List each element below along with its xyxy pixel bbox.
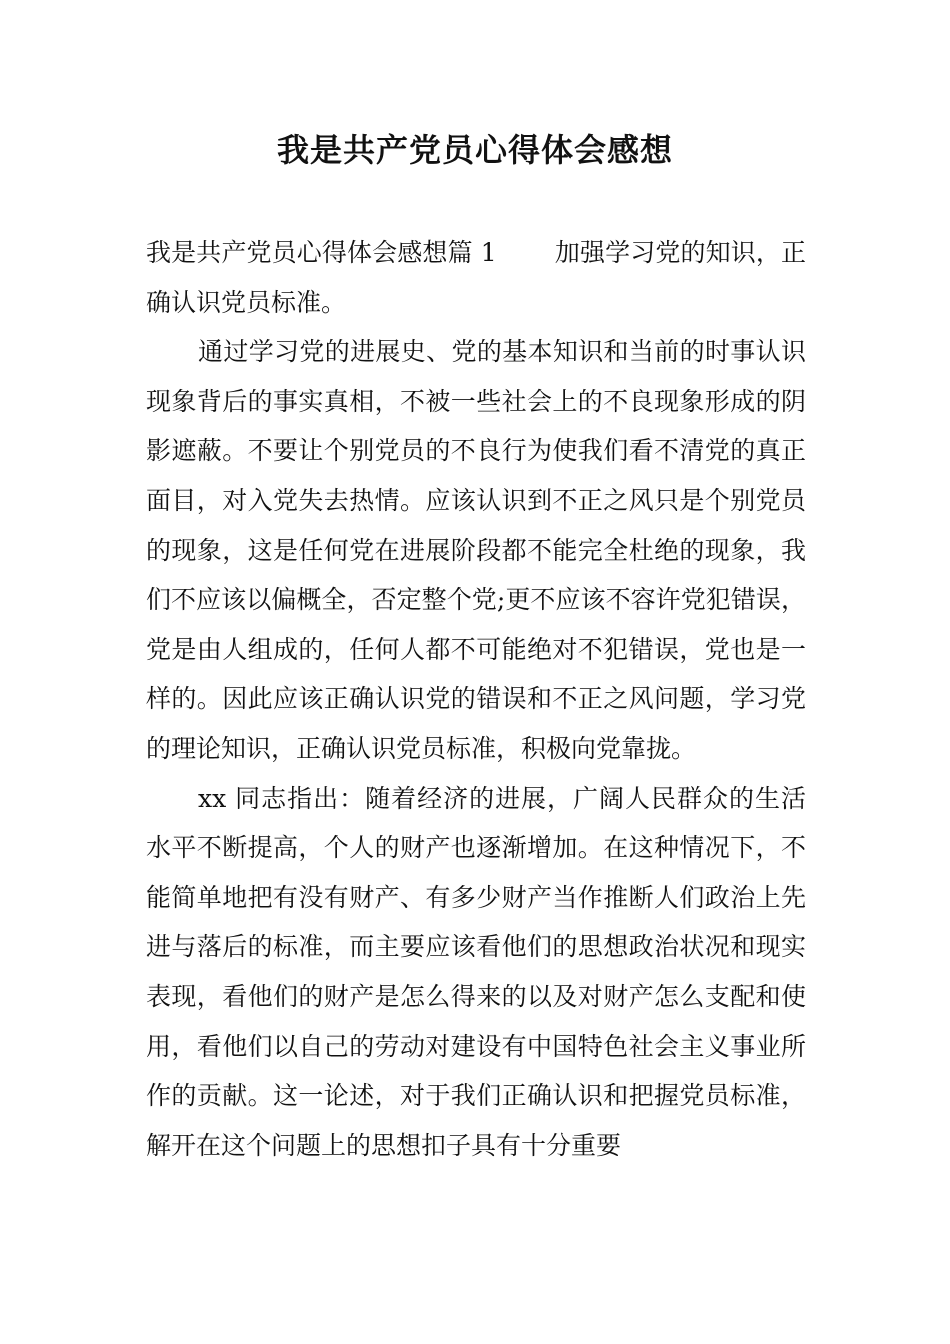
paragraph-1: 通过学习党的进展史、党的基本知识和当前的时事认识现象背后的事实真相，不被一些社会上的不良现象形成的阴影遮蔽。不要让个别党员的不良行为使我们看不清党的真正面目，对入党失去热情。应该认识到不正之风只是个别党员的现象，这是任何党在进展阶段都不能完全杜绝的现象，我们不应该以偏概全，否定整个党;更不应该不容许党犯错误，党是由人组成的，任何人都不可能绝对不犯错误，党也是一样的。因此应该正确认识党的错误和不正之风问题，学习党的理论知识，正确认识党员标准，积极向党靠拢。: [146, 337, 806, 763]
paragraph-2: xx 同志指出：随着经济的进展，广阔人民群众的生活水平不断提高，个人的财产也逐渐增加。在这种情况下，不能简单地把有没有财产、有多少财产当作推断人们政治上先进与落后的标准，而主要应该看他们的思想政治状况和现实表现，看他们的财产是怎么得来的以及对财产怎么支配和使用，看他们以自己的劳动对建设有中国特色社会主义事业所作的贡献。这一论述，对于我们正确认识和把握党员标准，解开在这个问题上的思想扣子具有十分重要: [146, 783, 806, 1160]
section-label: 我是共产党员心得体会感想篇 1: [146, 238, 497, 267]
document-title: 我是共产党员心得体会感想: [276, 131, 673, 169]
document-body: [146, 228, 806, 1170]
section-heading-line: [146, 228, 806, 327]
section-heading: 加强学习党的知识，正确认识党员标准。: [146, 238, 806, 317]
